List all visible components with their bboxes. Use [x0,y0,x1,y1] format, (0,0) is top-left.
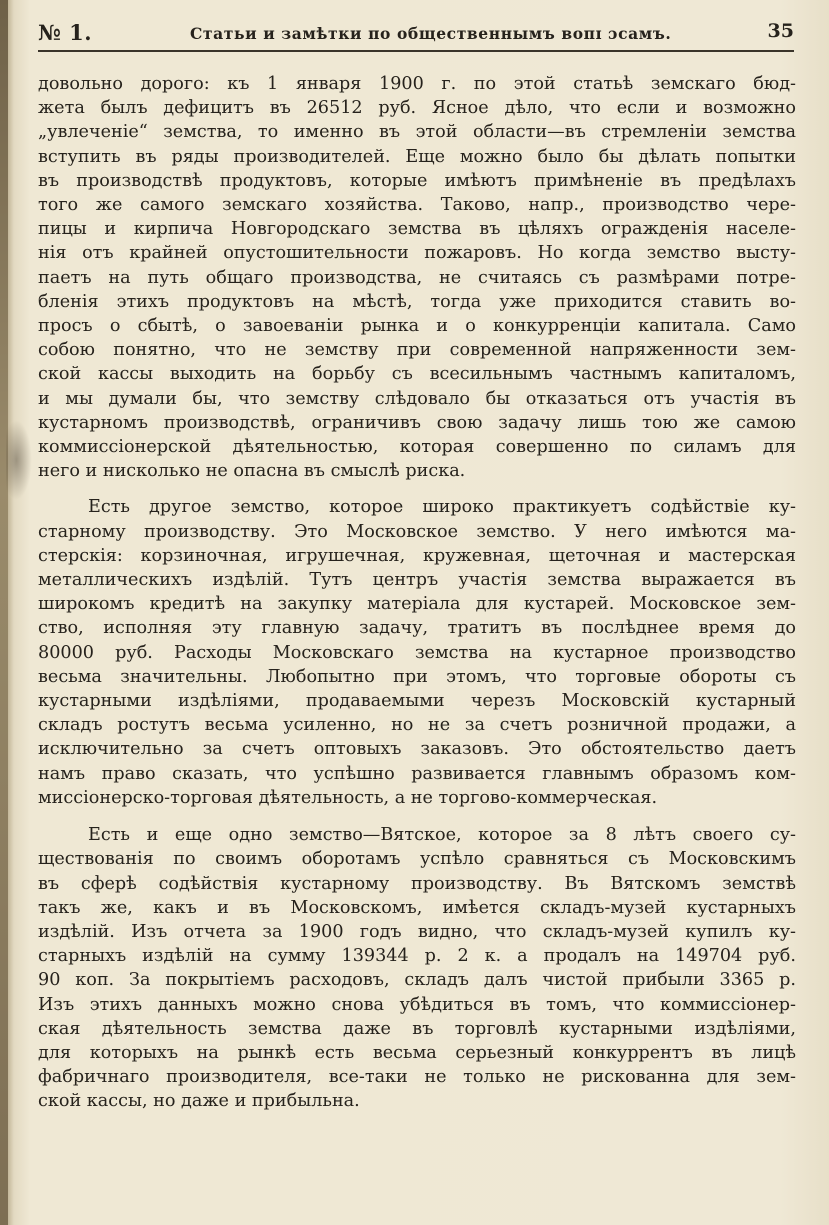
book-spine-shadow [0,0,8,1225]
header-rule [38,50,794,52]
running-title: Статьи и замѣтки по общественнымъ вопɪ ɔсамъ. [190,24,672,43]
text-line: для которыхъ на рынкѣ есть весьма серьезный конкуррентъ въ лицѣ [38,1042,796,1063]
text-line: ществованія по своимъ оборотамъ успѣло сравняться съ Московскимъ [38,849,796,870]
text-line: Есть другое земство, которое широко практикуетъ содѣйствіе ку- [88,497,796,518]
page-stain [6,420,32,500]
text-line: ская дѣятельность земства даже въ торговлѣ кустарными издѣліями, [38,1018,796,1039]
text-line: старному производству. Это Московское земство. У него имѣются ма- [38,521,796,542]
text-line: „увлеченіе“ земства, то именно въ этой области—въ стремленіи земства [38,122,796,143]
issue-number: № 1. [38,20,93,45]
paragraph-2 [38,495,796,810]
text-line: нія отъ крайней опустошительности пожаровъ. Но когда земство высту- [38,243,796,264]
text-line: ской кассы, но даже и прибыльна. [38,1091,360,1112]
text-line: такъ же, какъ и въ Московскомъ, имѣется складъ-музей кустарныхъ [38,897,796,918]
text-line: ской кассы выходить на борьбу съ всесильнымъ частнымъ капиталомъ, [38,364,796,385]
text-line: складъ ростутъ весьма усиленно, но не за счетъ розничной продажи, а [38,715,796,736]
text-line: ство, исполняя эту главную задачу, тратитъ въ послѣднее время до [38,618,796,639]
text-line: широкомъ кредитѣ на закупку матеріала для кустарей. Московское зем- [38,594,796,615]
paragraph-3 [38,823,796,1113]
text-line: просъ о сбытѣ, о завоеваніи рынка и о конкурренціи капитала. Само [38,316,796,337]
text-line: и мы думали бы, что земству слѣдовало бы отказаться отъ участія въ [38,388,796,409]
paragraph-1 [38,72,796,483]
running-header [38,18,794,48]
text-line: жета былъ дефицитъ въ 26512 руб. Ясное дѣло, что если и возможно [38,98,796,119]
article-body [38,72,796,1114]
text-line: 80000 руб. Расходы Московскаго земства на кустарное производство [38,642,796,663]
page-number: 35 [767,20,794,42]
text-line: миссіонерско-торговая дѣятельность, а не торгово-коммерческая. [38,787,658,808]
text-line: пицы и кирпича Новгородскаго земства въ цѣляхъ огражденія населе- [38,219,796,240]
text-line: старныхъ издѣлій на сумму 139344 р. 2 к. а продалъ на 149704 руб. [38,946,796,967]
text-line: стерскія: корзиночная, игрушечная, кружевная, щеточная и мастерская [38,545,796,566]
text-line: намъ право сказать, что успѣшно развивается главнымъ образомъ ком- [38,763,796,784]
text-line: фабричнаго производителя, все-таки не только не рискованна для зем- [38,1067,796,1088]
text-line: кустарномъ производствѣ, ограничивъ свою задачу лишь тою же самою [38,412,796,433]
text-line: Изъ этихъ данныхъ можно снова убѣдиться въ томъ, что коммиссіонер- [38,994,796,1015]
paragraph-gap [38,483,796,495]
text-line: кустарными издѣліями, продаваемыми черезъ Московскій кустарный [38,691,796,712]
paragraph-gap [38,810,796,823]
text-line: бленія этихъ продуктовъ на мѣстѣ, тогда уже приходится ставить во- [38,291,796,312]
text-line: того же самого земскаго хозяйства. Таково, напр., производство чере- [38,195,796,216]
text-line: него и нисколько не опасна въ смыслѣ риска. [38,461,466,482]
text-line: весьма значительны. Любопытно при этомъ, что торговые обороты съ [38,666,796,687]
text-line: Есть и еще одно земство—Вятское, которое за 8 лѣтъ своего су- [88,825,796,846]
text-line: исключительно за счетъ оптовыхъ заказовъ. Это обстоятельство даетъ [38,739,796,760]
text-line: 90 коп. За покрытіемъ расходовъ, складъ далъ чистой прибыли 3365 р. [38,970,796,991]
text-line: металлическихъ издѣлій. Тутъ центръ участія земства выражается въ [38,570,796,591]
text-line: вступить въ ряды производителей. Еще можно было бы дѣлать попытки [38,146,796,167]
text-line: коммиссіонерской дѣятельностью, которая совершенно по силамъ для [38,437,796,458]
text-line: собою понятно, что не земству при современной напряженности зем- [38,340,796,361]
text-line: въ сферѣ содѣйствія кустарному производству. Въ Вятскомъ земствѣ [38,873,796,894]
text-line: въ производствѣ продуктовъ, которые имѣютъ примѣненіе въ предѣлахъ [38,170,796,191]
text-line: паетъ на путь общаго производства, не считаясь съ размѣрами потре- [38,267,796,288]
text-line: издѣлій. Изъ отчета за 1900 годъ видно, что складъ-музей купилъ ку- [38,921,796,942]
text-line: довольно дорого: къ 1 января 1900 г. по этой статьѣ земскаго бюд- [38,74,796,94]
